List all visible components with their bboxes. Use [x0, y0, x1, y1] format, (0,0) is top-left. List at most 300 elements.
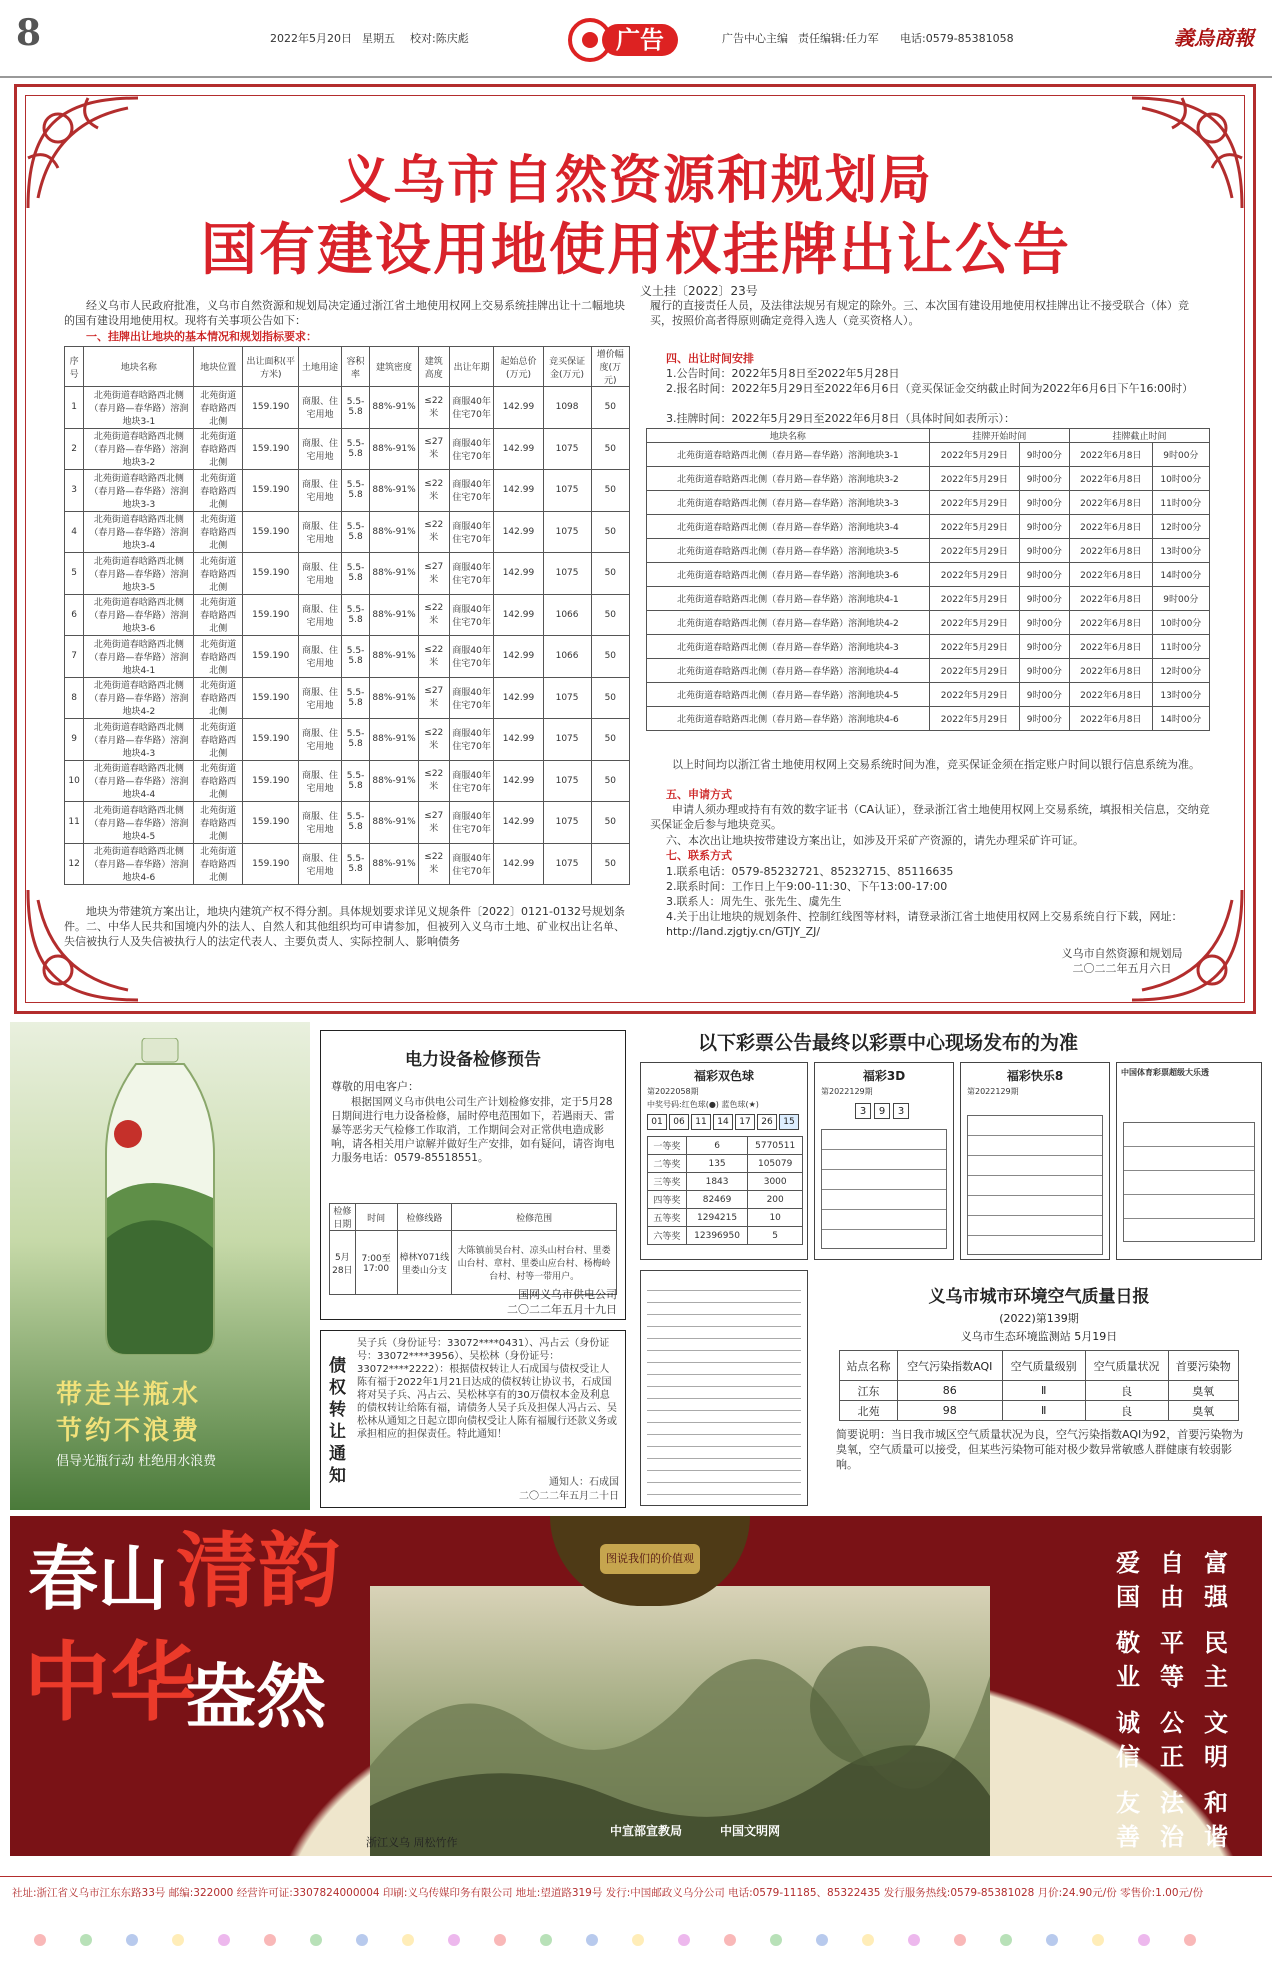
- red-ball: 01: [647, 1114, 667, 1130]
- table-cell: 9时00分: [1019, 611, 1069, 635]
- table-row: [65, 636, 630, 678]
- table-cell: 9时00分: [1152, 587, 1209, 611]
- section-name: 广告: [602, 24, 678, 56]
- announce-time: 1.公告时间：2022年5月8日至2022年5月28日: [666, 367, 900, 380]
- water-bottle-icon: [80, 1038, 240, 1358]
- table-cell: 142.99: [494, 428, 543, 470]
- table-cell: 5.5-5.8: [341, 511, 370, 553]
- table-cell: 北苑街道春晗路西北侧（春月路—春华路）溶涧地块3-3: [647, 491, 930, 515]
- table-cell: 14时00分: [1152, 707, 1209, 731]
- notice-signer: 义乌市自然资源和规划局: [1061, 947, 1183, 960]
- table-cell: 商服40年住宅70年: [449, 802, 493, 844]
- table-cell: 10时00分: [1152, 467, 1209, 491]
- table-header-cell: 时间: [355, 1204, 397, 1231]
- decorative-dot: [264, 1934, 276, 1946]
- header-editor: 责任编辑:任力军: [798, 32, 879, 45]
- decorative-dot: [218, 1934, 230, 1946]
- table-cell: 北苑街道春晗路西北侧（春月路—春华路）溶涧地块4-1: [84, 636, 194, 678]
- decorative-dot: [402, 1934, 414, 1946]
- table-cell: 1075: [543, 719, 591, 761]
- table-cell: 9时00分: [1019, 539, 1069, 563]
- table-cell: 1294215: [686, 1209, 748, 1227]
- values-col-3b: 敬业: [1116, 1629, 1140, 1691]
- table-cell: 2022年6月8日: [1069, 467, 1152, 491]
- table-cell: 商服、住宅用地: [299, 719, 341, 761]
- table-cell: 5.5-5.8: [341, 470, 370, 512]
- table-row: [647, 539, 1210, 563]
- masthead-logo: 義烏商報: [1174, 26, 1254, 50]
- table-cell: 159.190: [243, 719, 299, 761]
- table-cell: 北苑街道春晗路西北侧（春月路—春华路）溶涧地块4-2: [647, 611, 930, 635]
- kl8-prize-grid: [967, 1115, 1103, 1255]
- table-cell: 9时00分: [1019, 683, 1069, 707]
- table-cell: 北苑街道春晗路西北侧（春月路—春华路）溶涧地块4-6: [647, 707, 930, 731]
- table-cell: 良: [1085, 1401, 1168, 1421]
- table-cell: 2022年6月8日: [1069, 635, 1152, 659]
- table-cell: 1: [65, 387, 84, 429]
- banner-chunshan: 春山: [28, 1537, 168, 1620]
- table-header-cell: 起始总价(万元): [494, 347, 543, 387]
- table-cell: 北苑街道春晗路西北侧: [194, 511, 243, 553]
- table-cell: 50: [591, 719, 629, 761]
- section-7-heading: 七、联系方式: [666, 849, 732, 862]
- debt-signer: 通知人：石成国: [549, 1477, 619, 1488]
- contact-persons: 3.联系人：周先生、张先生、虞先生: [666, 895, 842, 908]
- table-cell: 1075: [543, 511, 591, 553]
- table-cell: 50: [591, 387, 629, 429]
- table-cell: 9: [65, 719, 84, 761]
- table-cell: 北苑街道春晗路西北侧: [194, 470, 243, 512]
- notice-intro: 经义乌市人民政府批准，义乌市自然资源和规划局决定通过浙江省土地使用权网上交易系统挂牌出让十二幅地块的国有建设用地使用权。现将有关事项公告如下：: [64, 299, 625, 327]
- notice-conditions: 地块为带建筑方案出让，地块内建筑产权不得分割。具体规划要求详见义规条件〔2022〕0121-0132号规划条件。二、中华人民共和国境内外的法人、自然人和其他组织均可申请参加，但被列入义乌市土地、矿业权出让名单、失信被执行人及失信被执行人的法定代表人、主要负责人、实际控制人、影响债务: [64, 905, 625, 948]
- lottery-dlt: [1116, 1062, 1262, 1260]
- table-cell: 2022年6月8日: [1069, 707, 1152, 731]
- table-cell: 12: [65, 843, 84, 885]
- notice-title-1: 义乌市自然资源和规划局: [338, 151, 933, 211]
- table-header-cell: 出让面积(平方米): [243, 347, 299, 387]
- table-cell: 北苑街道春晗路西北侧: [194, 428, 243, 470]
- table-header-cell: 序号: [65, 347, 84, 387]
- values-col-2c: 公正: [1160, 1709, 1184, 1771]
- values-seal: 图说我们的价值观: [600, 1544, 700, 1574]
- listing-schedule-table: [646, 428, 1210, 731]
- red-ball: 14: [713, 1114, 733, 1130]
- table-cell: 北苑街道春晗路西北侧: [194, 843, 243, 885]
- table-row: [647, 635, 1210, 659]
- table-header-cell: 竞买保证金(万元): [543, 347, 591, 387]
- banner-qingyun: 清韵: [176, 1523, 341, 1619]
- table-cell: 良: [1085, 1381, 1168, 1401]
- table-cell: 北苑街道春晗路西北侧（春月路—春华路）溶涧地块4-2: [84, 677, 194, 719]
- table-cell: ≤22米: [418, 387, 449, 429]
- document-number: 义土挂〔2022〕23号: [640, 284, 758, 298]
- table-cell: 88%-91%: [370, 843, 418, 885]
- table-cell: 2022年6月8日: [1069, 491, 1152, 515]
- decorative-dot-strip: [0, 1910, 1272, 1971]
- table-cell: 9时00分: [1019, 563, 1069, 587]
- table-cell: 北苑街道春晗路西北侧（春月路—春华路）溶涧地块3-2: [84, 428, 194, 470]
- table-cell: 北苑街道春晗路西北侧（春月路—春华路）溶涧地块4-4: [647, 659, 930, 683]
- decorative-dot: [494, 1934, 506, 1946]
- table-cell: 1075: [543, 843, 591, 885]
- kl8-title: 福彩快乐8: [1006, 1069, 1064, 1083]
- debt-title: 债权转让通知: [329, 1356, 346, 1486]
- table-cell: 5770511: [748, 1137, 803, 1155]
- power-body: 根据国网义乌市供电公司生产计划检修安排，定于5月28日期间进行电力设备检修，届时停电范围如下，若遇雨天、雷暴等恶劣天气检修工作取消，工作期间会对正常供电造成影响，请各相关用户谅解并做好生产安排，如有疑问，请咨询电力服务电话：0579-85518551。: [331, 1096, 615, 1164]
- table-header-cell: 检修范围: [452, 1204, 617, 1231]
- table-row: [65, 387, 630, 429]
- table-cell: 11时00分: [1152, 491, 1209, 515]
- table-row: [647, 611, 1210, 635]
- page-header: [0, 0, 1272, 78]
- table-cell: 6: [65, 594, 84, 636]
- air-table: [839, 1350, 1239, 1421]
- contact-website: 4.关于出让地块的规划条件、控制红线图等材料，请登录浙江省土地使用权网上交易系统自行下载，网址：http://land.zjgtjy.cn/GTJY_ZJ/: [666, 910, 1183, 938]
- table-cell: ≤22米: [418, 719, 449, 761]
- table-row: [65, 594, 630, 636]
- table-cell: 商服40年住宅70年: [449, 470, 493, 512]
- table-cell: 商服40年住宅70年: [449, 677, 493, 719]
- table-cell: 北苑: [840, 1401, 898, 1421]
- table-cell: 135: [686, 1155, 748, 1173]
- table-header-cell: 挂牌截止时间: [1069, 429, 1209, 443]
- table-cell: 3000: [748, 1173, 803, 1191]
- fc3d-prize-grid: [821, 1129, 947, 1249]
- table-cell: 北苑街道春晗路西北侧: [194, 636, 243, 678]
- table-cell: 142.99: [494, 553, 543, 595]
- table-row: [647, 515, 1210, 539]
- fc3d-title: 福彩3D: [862, 1069, 906, 1083]
- table-cell: 北苑街道春晗路西北侧: [194, 553, 243, 595]
- table-cell: 商服、住宅用地: [299, 594, 341, 636]
- table-cell: 88%-91%: [370, 511, 418, 553]
- table-cell: 北苑街道春晗路西北侧（春月路—春华路）溶涧地块4-5: [84, 802, 194, 844]
- table-cell: 臭氧: [1168, 1401, 1238, 1421]
- table-cell: 2022年6月8日: [1069, 683, 1152, 707]
- banner-angran: 盎然: [186, 1655, 326, 1738]
- table-cell: 商服、住宅用地: [299, 428, 341, 470]
- listing-time: 3.挂牌时间：2022年5月29日至2022年6月8日（具体时间如表所示）：: [666, 412, 1015, 425]
- power-table: [329, 1203, 617, 1295]
- decorative-dot: [632, 1934, 644, 1946]
- table-cell: 1075: [543, 802, 591, 844]
- decorative-dot: [1184, 1934, 1196, 1946]
- decorative-dot: [310, 1934, 322, 1946]
- banner-credit-1: 中宣部宣教局: [610, 1824, 683, 1838]
- table-cell: 50: [591, 553, 629, 595]
- table-cell: 5: [748, 1227, 803, 1245]
- table-cell: 5.5-5.8: [341, 594, 370, 636]
- table-cell: 50: [591, 677, 629, 719]
- table-cell: 88%-91%: [370, 387, 418, 429]
- table-header-cell: 首要污染物: [1168, 1351, 1238, 1381]
- lottery-ssq: [640, 1062, 808, 1260]
- table-cell: 商服40年住宅70年: [449, 594, 493, 636]
- table-cell: 50: [591, 594, 629, 636]
- table-cell: 10: [748, 1209, 803, 1227]
- debt-date: 二〇二二年五月二十日: [519, 1491, 619, 1502]
- table-row: [647, 683, 1210, 707]
- table-cell: 9时00分: [1019, 515, 1069, 539]
- table-cell: 北苑街道春晗路西北侧（春月路—春华路）溶涧地块4-3: [647, 635, 930, 659]
- power-signer: 国网义乌市供电公司: [518, 1288, 617, 1301]
- table-cell: 98: [897, 1401, 1002, 1421]
- table-cell: 159.190: [243, 594, 299, 636]
- table-cell: 12时00分: [1152, 515, 1209, 539]
- table-cell: ≤22米: [418, 843, 449, 885]
- table-cell: 9时00分: [1019, 635, 1069, 659]
- table-cell: 142.99: [494, 636, 543, 678]
- table-row: [648, 1173, 803, 1191]
- decorative-dot: [1092, 1934, 1104, 1946]
- table-cell: 12时00分: [1152, 659, 1209, 683]
- values-col-2d: 法治: [1160, 1789, 1184, 1851]
- table-cell: 50: [591, 843, 629, 885]
- air-title: 义乌市城市环境空气质量日报: [928, 1287, 1150, 1307]
- table-cell: 2022年5月29日: [929, 635, 1019, 659]
- ssq-label: 中奖号码:红色球(●) 蓝色球(★): [647, 1100, 759, 1109]
- kl8-issue: 第2022129期: [967, 1087, 1019, 1096]
- table-cell: 159.190: [243, 843, 299, 885]
- table-cell: 北苑街道春晗路西北侧（春月路—春华路）溶涧地块3-5: [84, 553, 194, 595]
- table-cell: 五等奖: [648, 1209, 687, 1227]
- table-header-cell: 建筑密度: [370, 347, 418, 387]
- table-cell: ≤27米: [418, 802, 449, 844]
- table-cell: 北苑街道春晗路西北侧（春月路—春华路）溶涧地块3-2: [647, 467, 930, 491]
- table-row: [648, 1191, 803, 1209]
- table-cell: 北苑街道春晗路西北侧（春月路—春华路）溶涧地块3-6: [84, 594, 194, 636]
- table-header-cell: 检修日期: [330, 1204, 356, 1231]
- table-cell: 88%-91%: [370, 470, 418, 512]
- table-cell: 5.5-5.8: [341, 428, 370, 470]
- table-row: [647, 467, 1210, 491]
- table-cell: ≤27米: [418, 677, 449, 719]
- table-cell: 1075: [543, 677, 591, 719]
- listing-table-header: [647, 429, 1210, 443]
- table-cell: 2022年5月29日: [929, 683, 1019, 707]
- table-row: [65, 760, 630, 802]
- debt-body: 吴子兵（身份证号：33072****0431）、冯占云（身份证号：33072****3956）、吴松林（身份证号：33072****2222）：根据债权转让人石成国与债权受让人陈有福于2022年1月21日达成的债权转让协议书，石成国将对吴子兵、冯占云、吴松林享有的30万债权本金及利息的债权转让给陈有福，请债务人吴子兵及担保人冯占云、吴松林从通知之日起立即向债权受让人陈有福履行还款义务或承担相应的担保责任。特此通知！: [357, 1338, 617, 1440]
- table-cell: 1066: [543, 636, 591, 678]
- notice-eligibility: 履行的直接责任人员，及法律法规另有规定的除外。三、本次国有建设用地使用权挂牌出让不接受联合（体）竞买，按照价高者得原则确定竞得入选人（竞买资格人）。: [650, 299, 1189, 327]
- table-cell: 159.190: [243, 802, 299, 844]
- table-cell: 5.5-5.8: [341, 802, 370, 844]
- red-ball: 06: [669, 1114, 689, 1130]
- table-cell: 六等奖: [648, 1227, 687, 1245]
- table-cell: 10时00分: [1152, 611, 1209, 635]
- table-cell: 159.190: [243, 470, 299, 512]
- table-cell: 北苑街道春晗路西北侧（春月路—春华路）溶涧地块4-6: [84, 843, 194, 885]
- table-cell: 2022年5月29日: [929, 515, 1019, 539]
- table-header-cell: 检修线路: [397, 1204, 452, 1231]
- table-cell: 88%-91%: [370, 760, 418, 802]
- values-banner: [10, 1516, 1262, 1856]
- ssq-prize-table: [647, 1136, 803, 1245]
- lottery-3d: [814, 1062, 954, 1260]
- table-cell: 4: [65, 511, 84, 553]
- painting-artist: 浙江义乌 周松竹作: [366, 1836, 458, 1849]
- table-cell: 一等奖: [648, 1137, 687, 1155]
- table-cell: 9时00分: [1019, 707, 1069, 731]
- values-col-3d: 友善: [1116, 1789, 1140, 1851]
- table-header-cell: 出让年期: [449, 347, 493, 387]
- decorative-dot: [80, 1934, 92, 1946]
- air-unit: 义乌市生态环境监测站 5月19日: [960, 1330, 1118, 1343]
- table-cell: ≤27米: [418, 428, 449, 470]
- parcel-table-header: [65, 347, 630, 387]
- table-cell: 88%-91%: [370, 677, 418, 719]
- table-cell: 商服、住宅用地: [299, 677, 341, 719]
- table-cell: 88%-91%: [370, 428, 418, 470]
- table-cell: ≤22米: [418, 511, 449, 553]
- air-issue: (2022)第139期: [999, 1312, 1079, 1325]
- table-row: [65, 677, 630, 719]
- table-cell: 2022年5月29日: [929, 539, 1019, 563]
- table-cell: 商服、住宅用地: [299, 843, 341, 885]
- landscape-painting: [370, 1586, 990, 1856]
- table-cell: 商服40年住宅70年: [449, 843, 493, 885]
- table-cell: 2022年6月8日: [1069, 659, 1152, 683]
- page-number: 8: [16, 12, 42, 54]
- table-cell: 北苑街道春晗路西北侧（春月路—春华路）溶涧地块3-1: [647, 443, 930, 467]
- table-header-cell: 挂牌开始时间: [929, 429, 1069, 443]
- table-cell: 50: [591, 760, 629, 802]
- decorative-dot: [1138, 1934, 1150, 1946]
- red-ball: 26: [757, 1114, 777, 1130]
- table-cell: 商服40年住宅70年: [449, 719, 493, 761]
- dlt-prize-grid: [1123, 1122, 1255, 1242]
- values-col-1: 富强: [1204, 1549, 1228, 1611]
- table-cell: 1075: [543, 760, 591, 802]
- table-cell: 1075: [543, 553, 591, 595]
- table-cell: 105079: [748, 1155, 803, 1173]
- table-cell: 商服、住宅用地: [299, 802, 341, 844]
- table-cell: 142.99: [494, 677, 543, 719]
- table-cell: 2022年5月29日: [929, 467, 1019, 491]
- table-cell: 159.190: [243, 636, 299, 678]
- table-cell: 大陈镇前昊台村、凉头山村台村、里娄山台村、章村、里娄山应台村、杨梅岭台村、村等一带用户。: [452, 1231, 617, 1295]
- table-cell: 1066: [543, 594, 591, 636]
- table-cell: 142.99: [494, 843, 543, 885]
- table-cell: 2022年5月29日: [929, 563, 1019, 587]
- blue-ball: 15: [779, 1114, 799, 1130]
- lottery-kl8: [960, 1062, 1110, 1260]
- values-col-1b: 民主: [1204, 1629, 1228, 1691]
- section-4-heading: 四、出让时间安排: [666, 352, 754, 365]
- table-cell: 2022年5月29日: [929, 587, 1019, 611]
- table-cell: 北苑街道春晗路西北侧: [194, 387, 243, 429]
- table-cell: 9时00分: [1019, 467, 1069, 491]
- table-header-cell: 空气质量状况: [1085, 1351, 1168, 1381]
- ssq-title: 福彩双色球: [693, 1069, 754, 1083]
- table-cell: 50: [591, 636, 629, 678]
- table-cell: 86: [897, 1381, 1002, 1401]
- table-cell: 北苑街道春晗路西北侧: [194, 677, 243, 719]
- decorative-dot: [770, 1934, 782, 1946]
- table-row: [648, 1155, 803, 1173]
- table-cell: 142.99: [494, 760, 543, 802]
- decorative-dot: [448, 1934, 460, 1946]
- table-cell: 北苑街道春晗路西北侧（春月路—春华路）溶涧地块3-4: [647, 515, 930, 539]
- table-cell: 商服、住宅用地: [299, 511, 341, 553]
- fc3d-issue: 第2022129期: [821, 1087, 873, 1096]
- table-cell: 商服、住宅用地: [299, 470, 341, 512]
- decorative-dot: [34, 1934, 46, 1946]
- banner-credit-2: 中国文明网: [720, 1824, 781, 1838]
- table-row: [648, 1209, 803, 1227]
- decorative-dot: [954, 1934, 966, 1946]
- table-cell: 9时00分: [1019, 491, 1069, 515]
- table-row: [65, 802, 630, 844]
- table-cell: 2022年6月8日: [1069, 539, 1152, 563]
- contact-hours: 2.联系时间：工作日上午9:00-11:30、下午13:00-17:00: [666, 880, 948, 893]
- table-cell: 2022年5月29日: [929, 443, 1019, 467]
- table-row: [65, 511, 630, 553]
- table-cell: 北苑街道春晗路西北侧（春月路—春华路）溶涧地块4-4: [84, 760, 194, 802]
- table-cell: 2022年6月8日: [1069, 611, 1152, 635]
- table-row: [647, 491, 1210, 515]
- table-cell: 5.5-5.8: [341, 636, 370, 678]
- dlt-title: 中国体育彩票超级大乐透: [1121, 1068, 1209, 1077]
- table-cell: 2022年5月29日: [929, 707, 1019, 731]
- table-cell: 50: [591, 511, 629, 553]
- table-cell: 142.99: [494, 719, 543, 761]
- table-cell: 13时00分: [1152, 539, 1209, 563]
- lottery-heading: 以下彩票公告最终以彩票中心现场发布的为准: [698, 1032, 1079, 1054]
- table-cell: 6: [686, 1137, 748, 1155]
- table-cell: 14时00分: [1152, 563, 1209, 587]
- page-footer: 社址:浙江省义乌市江东东路33号 邮编:322000 经营许可证:3307824000004 印刷:义乌传媒印务有限公司 地址:望道路319号 发行:中国邮政义乌分公司 电话:0579-11185、85322435 发行服务热线:0579-85381028 月价:24.90元/份 零售价:1.00元/份: [0, 1876, 1272, 1910]
- table-cell: 159.190: [243, 760, 299, 802]
- table-cell: 3: [65, 470, 84, 512]
- values-col-1d: 和谐: [1204, 1789, 1228, 1851]
- decorative-dot: [1000, 1934, 1012, 1946]
- table-cell: 50: [591, 802, 629, 844]
- power-maintenance-notice: [320, 1030, 626, 1320]
- decorative-dot: [724, 1934, 736, 1946]
- table-cell: 北苑街道春晗路西北侧（春月路—春华路）溶涧地块4-1: [647, 587, 930, 611]
- table-cell: 二等奖: [648, 1155, 687, 1173]
- lottery-digit: 3: [893, 1103, 909, 1119]
- table-row: [65, 428, 630, 470]
- header-phone: 电话:0579-85381058: [900, 32, 1014, 45]
- table-cell: ≤22米: [418, 470, 449, 512]
- table-cell: 159.190: [243, 553, 299, 595]
- ssq-numbers: [641, 1110, 807, 1134]
- values-col-2b: 平等: [1160, 1629, 1184, 1691]
- table-row: [840, 1381, 1239, 1401]
- table-cell: ≤27米: [418, 553, 449, 595]
- notice-title-2: 国有建设用地使用权挂牌出让公告: [201, 218, 1071, 283]
- table-cell: 12396950: [686, 1227, 748, 1245]
- table-row: [647, 563, 1210, 587]
- table-header-cell: 站点名称: [840, 1351, 898, 1381]
- fc3d-numbers: [815, 1099, 953, 1123]
- decorative-dot: [540, 1934, 552, 1946]
- power-date: 二〇二二年五月十九日: [507, 1303, 617, 1316]
- time-note: 以上时间均以浙江省土地使用权网上交易系统时间为准，竞买保证金须在指定账户时间以银行信息系统为准。: [672, 758, 1200, 771]
- table-cell: Ⅱ: [1002, 1401, 1085, 1421]
- header-weekday: 星期五: [362, 32, 395, 45]
- register-time: 2.报名时间：2022年5月29日至2022年6月6日（竞买保证金交纳截止时间为2022年6月6日下午16:00时）: [666, 382, 1194, 395]
- table-cell: ≤22米: [418, 760, 449, 802]
- table-row: [648, 1227, 803, 1245]
- table-row: [65, 470, 630, 512]
- red-ball: 17: [735, 1114, 755, 1130]
- table-cell: 北苑街道春晗路西北侧: [194, 719, 243, 761]
- table-cell: 商服、住宅用地: [299, 636, 341, 678]
- table-cell: 9时00分: [1019, 587, 1069, 611]
